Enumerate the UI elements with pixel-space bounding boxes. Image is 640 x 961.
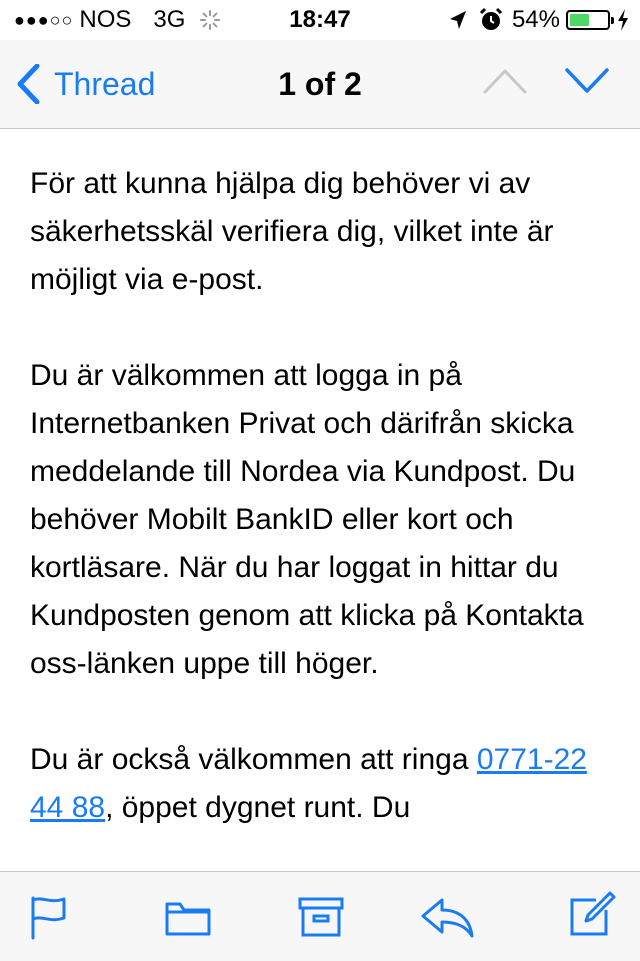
message-body <box>30 160 620 870</box>
folder-icon[interactable] <box>164 898 212 938</box>
reply-icon[interactable] <box>420 896 476 940</box>
battery-tip <box>611 17 614 24</box>
message-paragraph-1: För att kunna hjälpa dig behöver vi av säkerhetsskäl verifiera dig, vilket inte är möjligt via e-post. <box>30 167 554 296</box>
archive-icon[interactable] <box>298 896 344 938</box>
compose-icon[interactable] <box>566 890 616 940</box>
phone-number-link[interactable]: 0771-22 44 88 <box>30 743 587 824</box>
battery-icon <box>566 10 610 30</box>
navigation-bar <box>0 40 640 129</box>
network-type: 3G <box>153 6 186 33</box>
status-right <box>448 6 630 34</box>
back-button-label: Thread <box>54 65 156 102</box>
next-message-chevron-down-icon[interactable] <box>564 66 610 96</box>
bottom-toolbar <box>0 871 640 961</box>
paragraph-3-end: , öppet dygnet runt. Du <box>105 791 411 824</box>
status-bar <box>0 0 640 40</box>
battery-percentage: 54% <box>511 6 560 33</box>
charging-bolt-icon <box>616 8 630 32</box>
previous-message-chevron-up-icon[interactable] <box>482 66 528 96</box>
status-time: 18:47 <box>289 6 351 33</box>
carrier-name: NOS <box>79 6 132 33</box>
location-icon <box>448 9 468 31</box>
message-position-title: 1 of 2 <box>278 66 362 102</box>
alarm-icon <box>478 7 504 33</box>
paragraph-3-start: Du är också välkommen att ringa <box>30 743 477 776</box>
battery-fill <box>570 14 589 26</box>
message-paragraph-3 <box>30 736 620 832</box>
signal-strength: ●●●○○ <box>14 9 74 30</box>
flag-icon[interactable] <box>28 894 70 940</box>
message-paragraph-2: Du är välkommen att logga in på Internetbanken Privat och därifrån skicka meddelande till Nordea via Kundpost. Du behöver Mobilt BankID eller kort och kortläsare. När du har loggat in hittar du Kundposten genom att klicka på Kontakta oss-länken uppe till höger. <box>30 359 584 680</box>
